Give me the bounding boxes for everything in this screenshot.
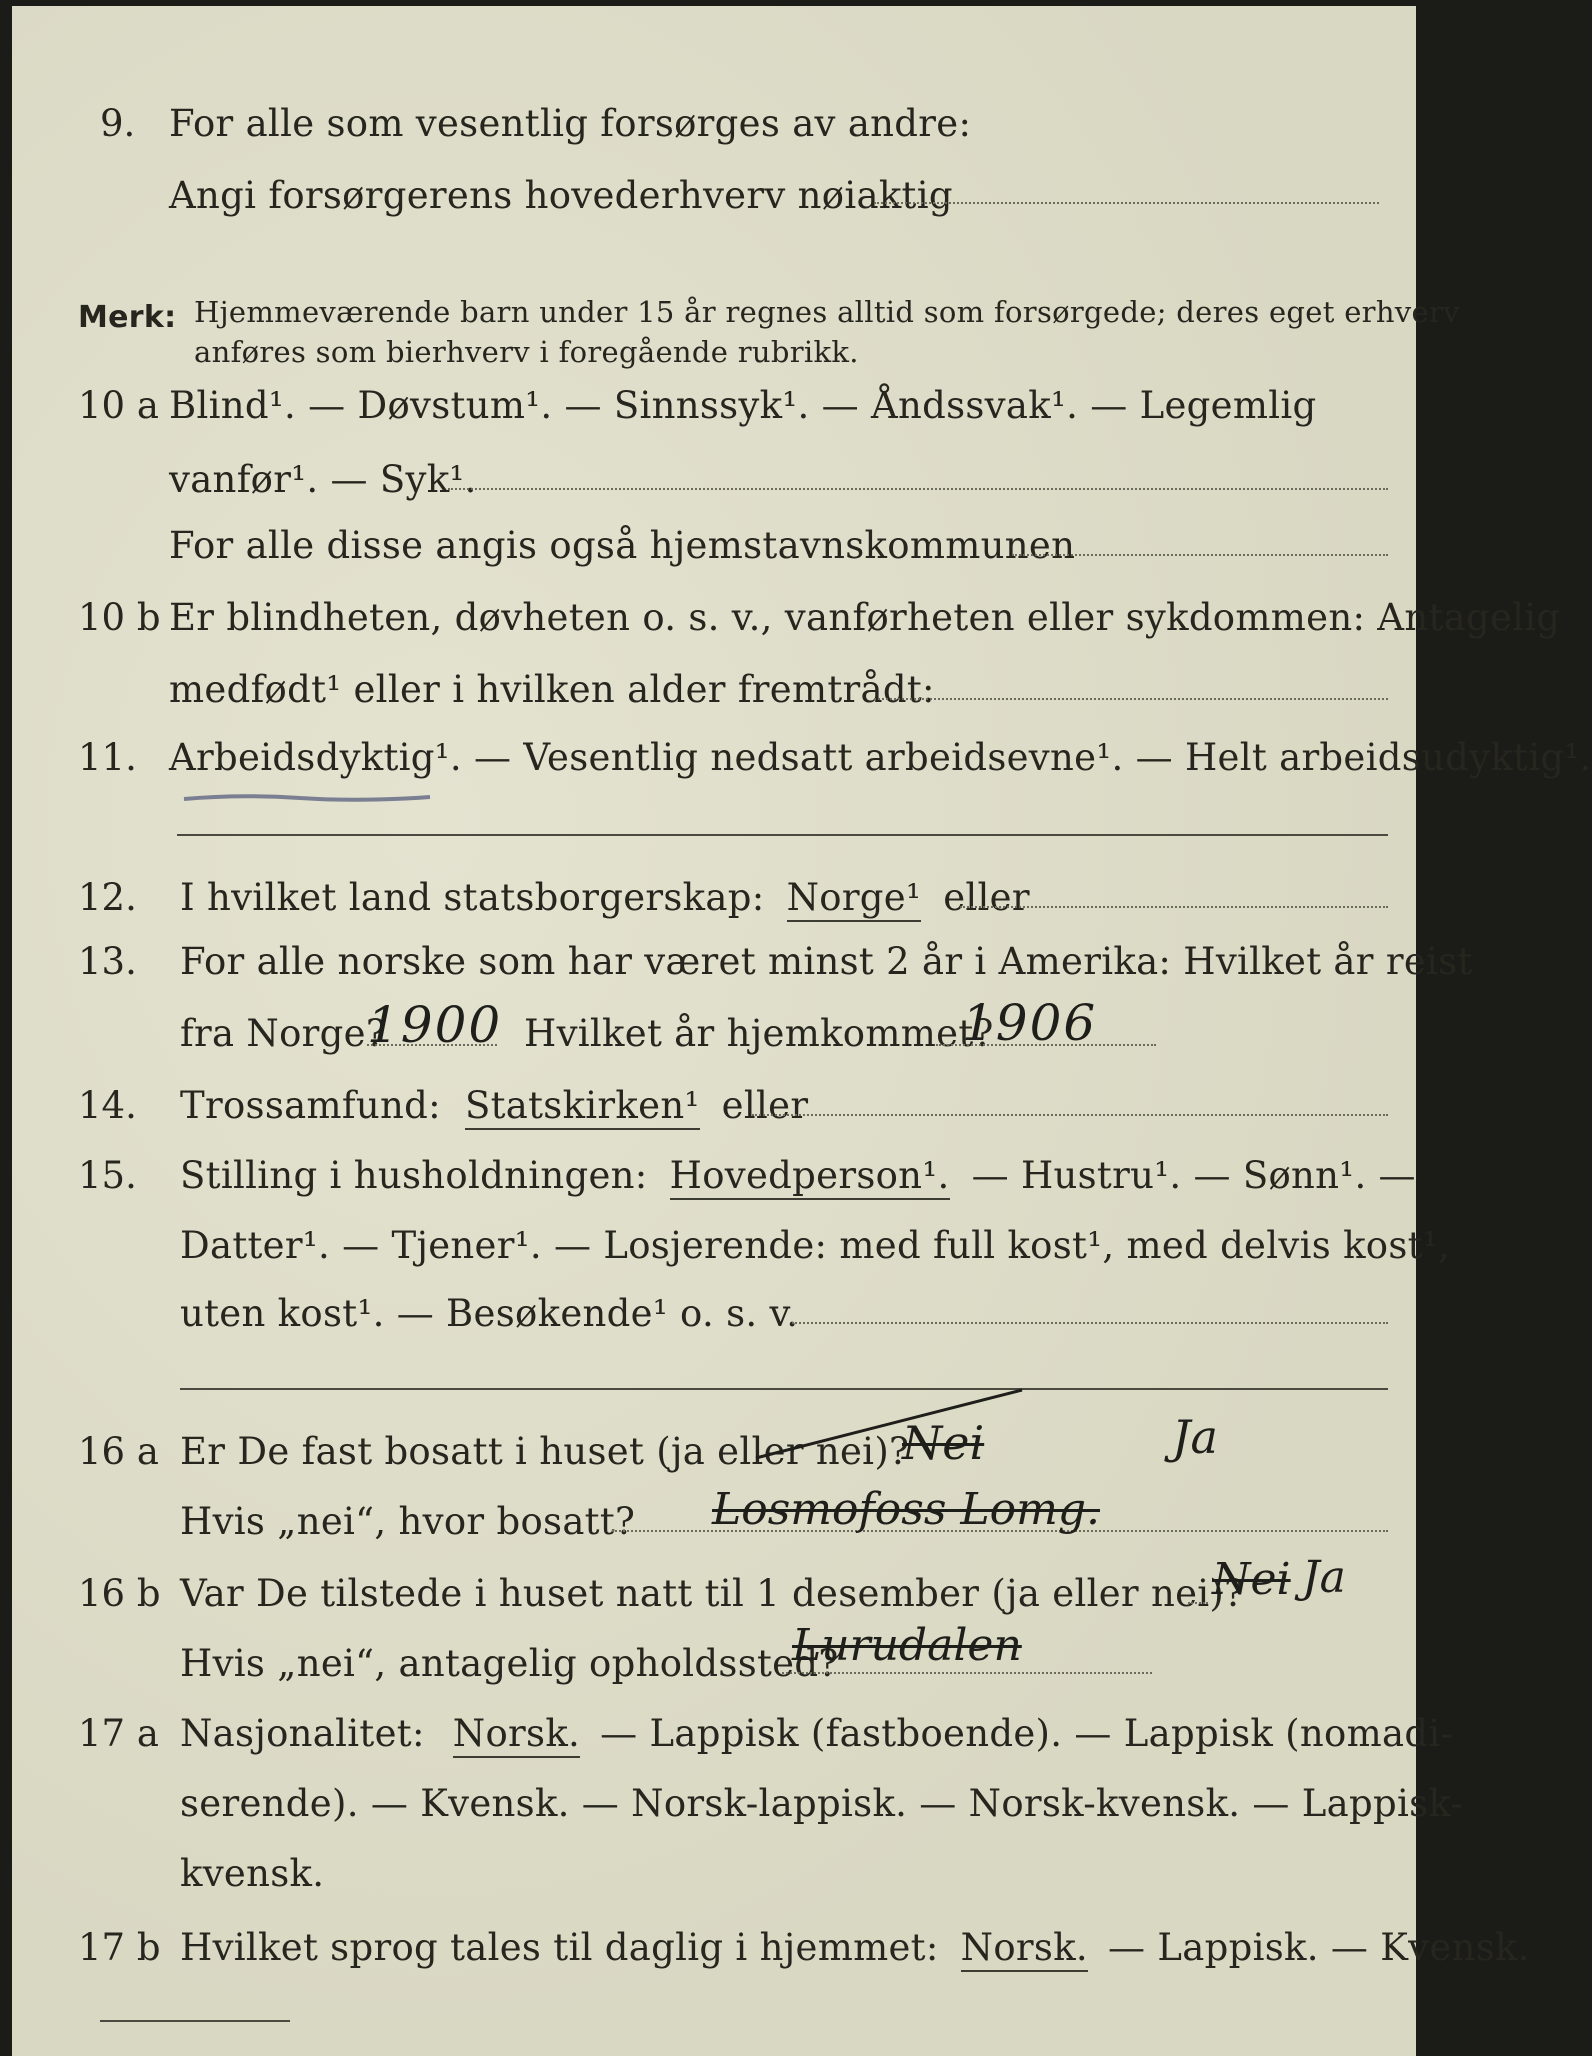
q13-handwritten-year-return: 1906 xyxy=(962,994,1098,1052)
merk-label: Merk: xyxy=(78,300,177,335)
q15-answer: Hovedperson¹. xyxy=(670,1154,950,1200)
q17a-line2: serende). — Kvensk. — Norsk-lappisk. — Norsk-kvensk. — Lappisk- xyxy=(180,1782,1464,1825)
q9-answer-dotted-line xyxy=(874,202,1379,204)
q16b-line1: Var De tilstede i huset natt til 1 desember (ja eller nei)? xyxy=(180,1572,1245,1615)
q16a-line2-text: Hvis „nei“, hvor bosatt? xyxy=(180,1500,636,1543)
q9-line1: For alle som vesentlig forsørges av andre: xyxy=(169,102,972,145)
q10b-line1: Er blindheten, døvheten o. s. v., vanførheten eller sykdommen: Antagelig xyxy=(169,596,1561,639)
q17a-line3: kvensk. xyxy=(180,1852,325,1895)
q13-dotted-1 xyxy=(367,1044,497,1046)
q10a-line1: Blind¹. — Døvstum¹. — Sinnssyk¹. — Åndssvak¹. — Legemlig xyxy=(169,384,1317,427)
q16a-handwritten-struck: Nei xyxy=(902,1416,985,1470)
q17a-prefix: Nasjonalitet: xyxy=(180,1712,425,1755)
merk-line2: anføres som bierhverv i foregående rubrikk. xyxy=(194,335,859,369)
q10a-dotted-line-2 xyxy=(1012,554,1388,556)
census-form-page xyxy=(12,6,1592,2056)
q14-number: 14. xyxy=(78,1084,137,1127)
q14-answer: Statskirken¹ xyxy=(465,1084,700,1130)
merk-line1: Hjemmeværende barn under 15 år regnes alltid som forsørgede; deres eget erhverv xyxy=(194,295,1460,329)
q11-number: 11. xyxy=(78,736,137,779)
q11-line1: Arbeidsdyktig¹. — Vesentlig nedsatt arbeidsevne¹. — Helt arbeidsudyktig¹. xyxy=(169,736,1592,779)
q12-number: 12. xyxy=(78,876,137,919)
q16a-line1: Er De fast bosatt i huset (ja eller nei)? xyxy=(180,1430,910,1473)
q17b-answer: Norsk. xyxy=(961,1926,1088,1972)
q14-line xyxy=(180,1084,808,1128)
q10b-dotted-line xyxy=(874,698,1388,700)
q10b-line2: medfødt¹ eller i hvilken alder fremtrådt: xyxy=(169,668,935,711)
q12-suffix: eller xyxy=(943,876,1030,919)
q13-dotted-2 xyxy=(936,1044,1156,1046)
q17a-line1 xyxy=(180,1712,1453,1756)
q10b-number: 10 b xyxy=(78,596,161,639)
q16b-handwritten-struck: Nei xyxy=(1212,1554,1291,1605)
q15-line3: uten kost¹. — Besøkende¹ o. s. v. xyxy=(180,1292,799,1335)
q9-number: 9. xyxy=(100,102,136,145)
q14-dotted-line xyxy=(752,1114,1388,1116)
q12-dotted-line xyxy=(960,906,1388,908)
q16b-dotted-2 xyxy=(782,1672,1152,1674)
q17b-suffix: — Lappisk. — Kvensk. xyxy=(1108,1926,1530,1969)
q16b-handwritten-struck-place: Lurudalen xyxy=(792,1620,1022,1671)
q17a-number: 17 a xyxy=(78,1712,159,1755)
q12-answer: Norge¹ xyxy=(787,876,922,922)
q13-line1: For alle norske som har været minst 2 år i Amerika: Hvilket år reist xyxy=(180,940,1473,983)
q13-line2b: Hvilket år hjemkommet? xyxy=(524,1012,994,1055)
q17b-number: 17 b xyxy=(78,1926,161,1969)
q15-number: 15. xyxy=(78,1154,137,1197)
q11-pencil-mark xyxy=(180,790,440,806)
q16b-dotted-1 xyxy=(1188,1602,1208,1604)
q14-prefix: Trossamfund: xyxy=(180,1084,441,1127)
q16a-strike-stroke xyxy=(752,1384,1032,1464)
q14-suffix: eller xyxy=(721,1084,809,1127)
q10a-line3: For alle disse angis også hjemstavnskommunen xyxy=(169,524,1076,567)
q16b-line2: Hvis „nei“, antagelig opholdssted? xyxy=(180,1642,839,1685)
q17a-line1-rest: — Lappisk (fastboende). — Lappisk (nomadi- xyxy=(600,1712,1454,1755)
q16b-handwritten-answer: Ja xyxy=(1302,1552,1346,1603)
q15-line1-rest: — Hustru¹. — Sønn¹. — xyxy=(971,1154,1416,1197)
q15-dotted-line xyxy=(792,1322,1388,1324)
q13-number: 13. xyxy=(78,940,137,983)
q12-line xyxy=(180,876,1030,920)
q15-prefix: Stilling i husholdningen: xyxy=(180,1154,648,1197)
q17b-line xyxy=(180,1926,1530,1970)
q17a-answer: Norsk. xyxy=(453,1712,580,1758)
q16a-line2 xyxy=(180,1500,635,1544)
q16a-handwritten-struck-place: Losmofoss Lomg. xyxy=(712,1484,1101,1535)
q17b-prefix: Hvilket sprog tales til daglig i hjemmet: xyxy=(180,1926,939,1969)
q16a-handwritten-answer: Ja xyxy=(1172,1410,1218,1464)
q13-line2a: fra Norge? xyxy=(180,1012,386,1055)
q10a-number: 10 a xyxy=(78,384,159,427)
q16a-number: 16 a xyxy=(78,1430,159,1473)
q13-handwritten-year-left: 1900 xyxy=(367,996,503,1054)
q10a-line2: vanfør¹. — Syk¹. xyxy=(169,458,477,501)
q11-rule xyxy=(177,834,1388,836)
q12-prefix: I hvilket land statsborgerskap: xyxy=(180,876,765,919)
q9-line2: Angi forsørgerens hovederhverv nøiaktig xyxy=(169,174,953,217)
footnote-rule xyxy=(100,2020,290,2022)
q16b-number: 16 b xyxy=(78,1572,161,1615)
q15-line1 xyxy=(180,1154,1416,1198)
q15-line2: Datter¹. — Tjener¹. — Losjerende: med full kost¹, med delvis kost¹, xyxy=(180,1224,1451,1267)
q10a-dotted-line-1 xyxy=(448,488,1388,490)
